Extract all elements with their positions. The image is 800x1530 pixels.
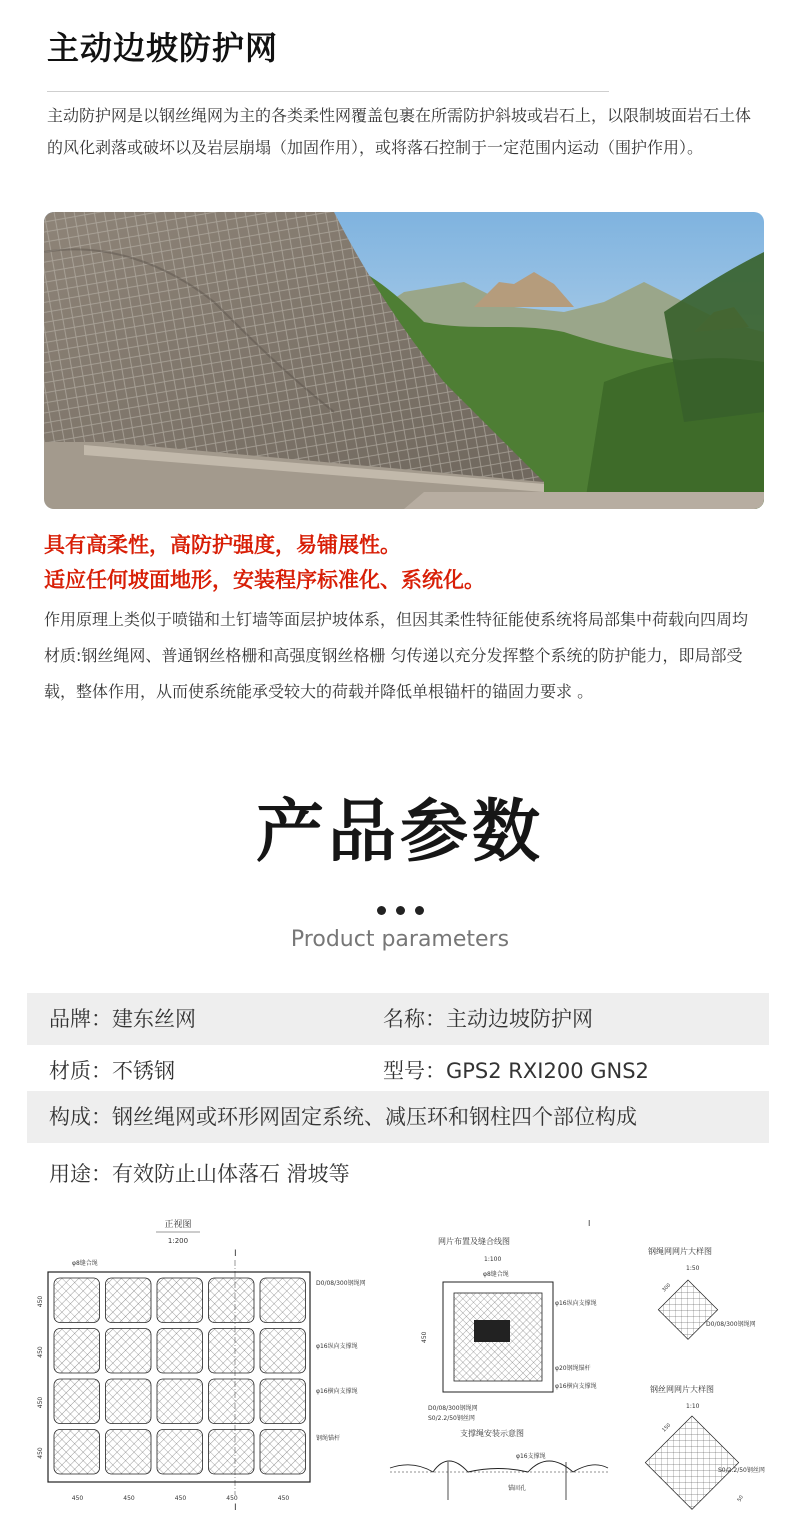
net-panel: [157, 1379, 203, 1424]
net-panel: [106, 1278, 152, 1323]
section-title: 产品参数: [255, 793, 544, 872]
layout-title: 网片布置及缝合线图: [438, 1237, 510, 1246]
net-panel: [260, 1379, 306, 1424]
layout-label-anchor: φ20钢绳锚杆: [555, 1365, 591, 1372]
param-model: 型号：GPS2 RXI200 GNS2: [383, 1059, 649, 1083]
label-net: D0/08/300钢绳网: [316, 1280, 366, 1287]
title-divider: [47, 91, 609, 92]
layout-drawing: [390, 1219, 608, 1500]
net-panel: [260, 1430, 306, 1475]
dim-50: 50: [736, 1494, 745, 1503]
label-seam-rope: φ8缝合绳: [72, 1260, 98, 1267]
net-panel: [106, 1430, 152, 1475]
param-composition: 构成：钢丝绳网或环形网固定系统、减压环和钢柱四个部位构成: [49, 1105, 637, 1129]
dim-150: 150: [661, 1422, 673, 1434]
net-panel: [106, 1379, 152, 1424]
support-title: 支撑绳安装示意图: [460, 1429, 524, 1438]
wire-detail-scale: 1:10: [686, 1403, 700, 1410]
param-row: [27, 1045, 769, 1097]
axis-mark: I: [588, 1219, 591, 1228]
net-panel: [54, 1329, 100, 1374]
net-panel: [209, 1278, 255, 1323]
net-panel: [209, 1329, 255, 1374]
page-title: 主动边坡防护网: [47, 29, 279, 67]
net-panel: [157, 1329, 203, 1374]
axis-mark: I: [234, 1249, 237, 1259]
param-material: 材质：不锈钢: [49, 1059, 175, 1083]
front-view-title: 正视图: [164, 1220, 192, 1230]
layout-label-trans: φ16横向支撑绳: [555, 1383, 597, 1390]
principle-description: 作用原理上类似于喷锚和土钉墙等面层护坡体系，但因其柔性特征能使系统将局部集中荷载向四周均材质:钢丝绳网、普通钢丝格栅和高强度钢丝格栅 匀传递以充分发挥整个系统的防护能力，即局部受载，整体作用，从而使系统能承受较大的荷载并降低单根锚杆的锚固力要求 。: [44, 610, 749, 701]
dim-label: 450: [277, 1495, 290, 1502]
dot: [377, 906, 386, 915]
param-row: [27, 1091, 769, 1143]
front-view-drawing: [37, 1219, 366, 1513]
section-dots: [0, 900, 800, 919]
slope-protection-photo: [44, 212, 764, 509]
label-anchor: 钢绳锚杆: [316, 1435, 341, 1442]
layout-label-long: φ16纵向支撑绳: [555, 1300, 597, 1307]
feature-line-1: 具有高柔性，高防护强度，易铺展性。: [44, 533, 401, 557]
front-view-scale: 1:200: [167, 1237, 189, 1245]
dim-label: 450: [71, 1495, 84, 1502]
wire-net-detail: [645, 1384, 765, 1509]
param-row: [27, 1148, 769, 1200]
rope-detail-scale: 1:50: [686, 1265, 700, 1272]
label-transverse: φ16横向支撑绳: [316, 1388, 358, 1395]
axis-mark: I: [234, 1503, 237, 1513]
param-brand: 品牌：建东丝网: [49, 1007, 196, 1031]
net-panel: [157, 1278, 203, 1323]
rope-detail-label: D0/08/300钢绳网: [706, 1321, 756, 1328]
intro-paragraph: 主动防护网是以钢丝绳网为主的各类柔性网覆盖包裹在所需防护斜坡或岩石上，以限制坡面岩石土体的风化剥落或破坏以及岩层崩塌（加固作用），或将落石控制于一定范围内运动（围护作用）。: [47, 106, 752, 157]
dim-label: 450: [226, 1495, 238, 1502]
wire-detail-title: 钢丝网网片大样图: [650, 1385, 714, 1394]
support-label-anchor: 锚固孔: [508, 1485, 527, 1492]
net-panel: [157, 1430, 203, 1475]
dot: [396, 906, 405, 915]
net-panel: [54, 1278, 100, 1323]
net-panel: [54, 1379, 100, 1424]
technical-drawings: [28, 1210, 788, 1525]
dim-label: 450: [37, 1447, 44, 1459]
dim-300: 300: [661, 1282, 673, 1294]
section-subtitle: Product parameters: [290, 927, 510, 952]
wire-detail-label: S0/2.2/50钢丝网: [718, 1467, 765, 1474]
dim-label: 450: [174, 1495, 187, 1502]
dim-label: 450: [123, 1495, 135, 1502]
feature-line-2: 适应任何坡面地形，安装程序标准化、系统化。: [44, 568, 485, 592]
param-name: 名称：主动边坡防护网: [383, 1007, 593, 1031]
dim-label: 450: [37, 1396, 44, 1409]
net-panel: [106, 1329, 152, 1374]
dim-450: 450: [421, 1331, 428, 1343]
rope-net-detail: [648, 1246, 756, 1339]
net-panel: [54, 1430, 100, 1475]
net-panel: [209, 1379, 255, 1424]
support-label-rope: φ16支撑绳: [516, 1453, 546, 1460]
rope-detail-title: 钢绳网网片大样图: [648, 1247, 712, 1256]
layout-label-seam: φ8缝合绳: [483, 1271, 509, 1278]
net-panel: [260, 1329, 306, 1374]
label-longitudinal: φ16纵向支撑绳: [316, 1343, 358, 1350]
net-panel: [209, 1430, 255, 1475]
layout-label-net1: D0/08/300钢绳网: [428, 1405, 478, 1412]
dot: [415, 906, 424, 915]
dim-label: 450: [37, 1295, 44, 1308]
layout-label-net2: S0/2.2/50钢丝网: [428, 1415, 475, 1422]
param-row: [27, 993, 769, 1045]
net-panel: [260, 1278, 306, 1323]
param-usage: 用途：有效防止山体落石 滑坡等: [49, 1162, 350, 1186]
dim-label: 450: [37, 1346, 44, 1358]
layout-scale: 1:100: [484, 1256, 502, 1263]
